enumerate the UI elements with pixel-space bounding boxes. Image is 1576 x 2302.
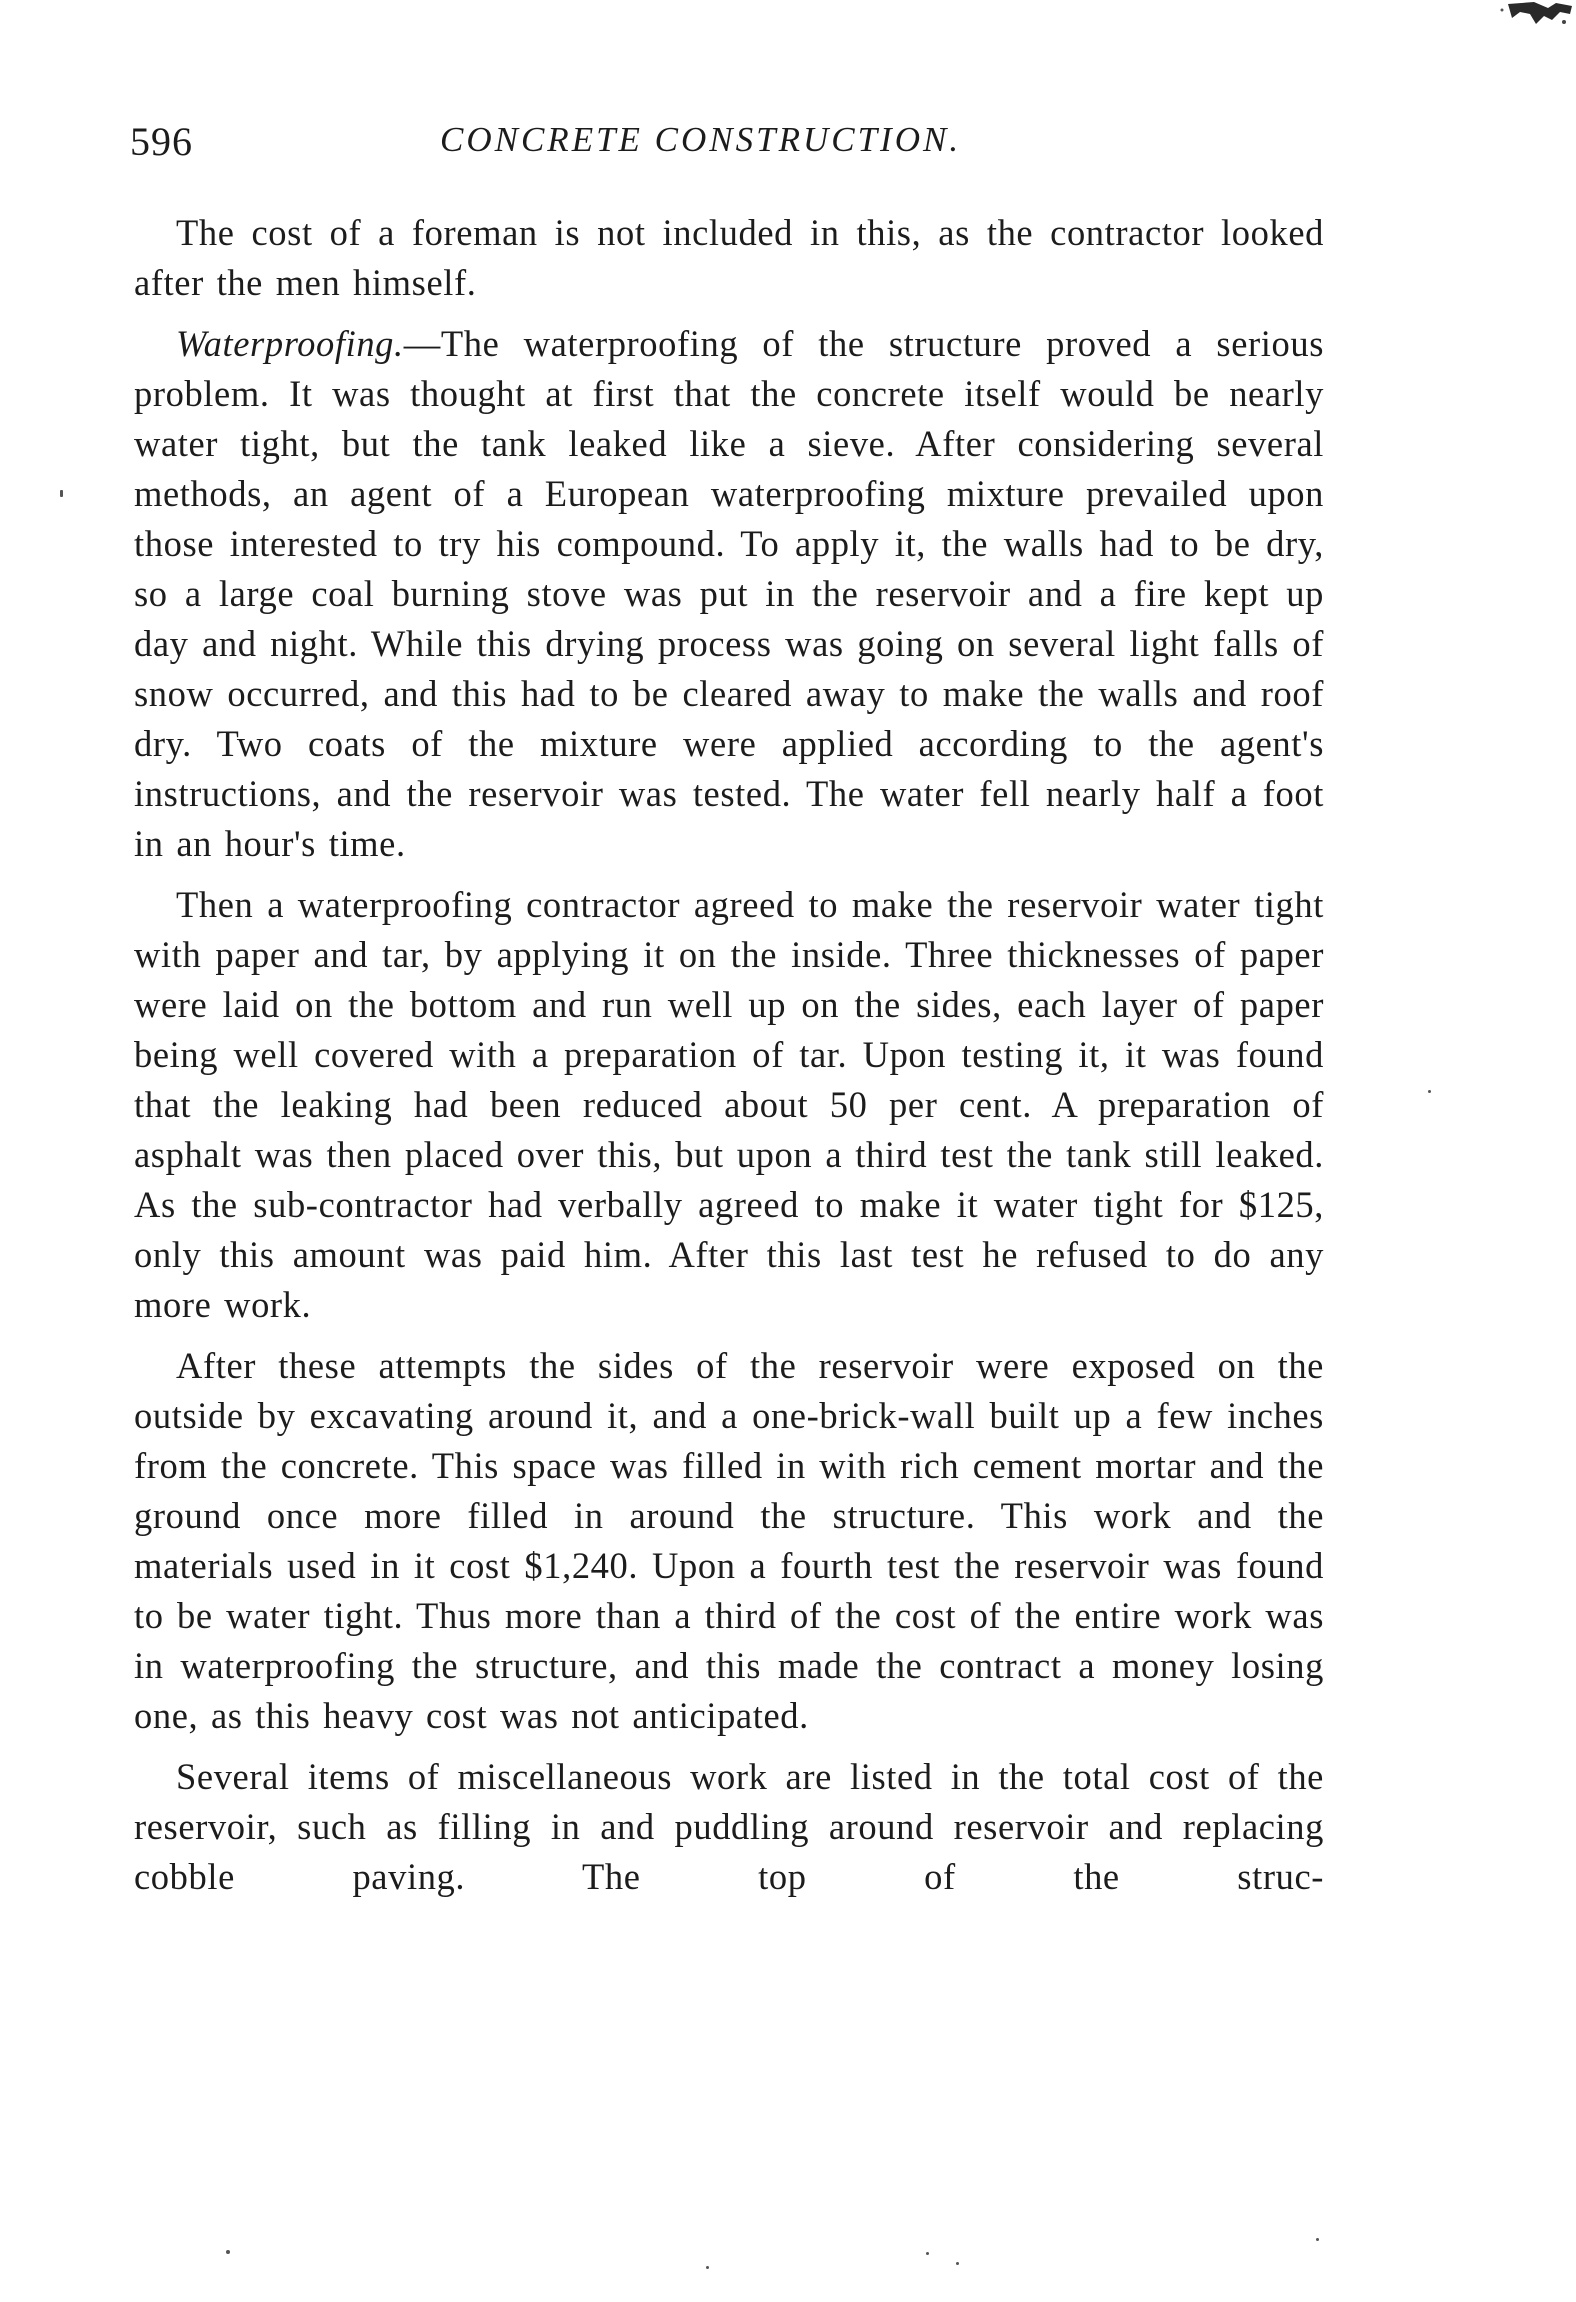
scan-speck (226, 2250, 230, 2254)
paragraph-foreman-cost (134, 208, 1324, 308)
paragraph-text: —The waterproofing of the structure proved a serious problem. It was thought at first that the concrete itself would be nearly water tight, but the tank leaked like a sieve. After considering several methods, an agent of a European waterproofing mixture prevailed upon those interested to try his compound. To apply it, the walls had to be dry, so a large coal burning stove was put in the reservoir and a fire kept up day and night. While this drying process was going on several light falls of snow occurred, and this had to be cleared away to make the walls and roof dry. Two coats of the mixture were applied according to the agent's instructions, and the reservoir was tested. The water fell nearly half a foot in an hour's time. (134, 323, 1324, 864)
paragraph-paper-and-tar (134, 880, 1324, 1330)
scan-smudge-mark (1486, 0, 1576, 36)
paragraph-miscellaneous-work (134, 1752, 1324, 1902)
paragraph-text: After these attempts the sides of the reservoir were exposed on the outside by excavating around it, and a one-brick-wall built up a few inches from the concrete. This space was filled in with rich cement mortar and the ground once more filled in around the structure. This work and the materials used in it cost $1,240. Upon a fourth test the reservoir was found to be water tight. Thus more than a third of the cost of the entire work was in waterproofing the structure, and this made the contract a money losing one, as this heavy cost was not anticipated. (134, 1345, 1324, 1736)
paragraph-waterproofing (134, 319, 1324, 869)
section-lead-waterproofing: Waterproofing. (176, 323, 404, 364)
page-number: 596 (130, 119, 193, 164)
paragraph-text: Then a waterproofing contractor agreed to make the reservoir water tight with paper and tar, by applying it on the inside. Three thicknesses of paper were laid on the bottom and run well up on the sides, each layer of paper being well covered with a preparation of tar. Upon testing it, it was found that the leaking had been reduced about 50 per cent. A preparation of asphalt was then placed over this, but upon a third test the tank still leaked. As the sub-contractor had verbally agreed to make it water tight for $125, only this amount was paid him. After this last test he refused to do any more work. (134, 884, 1324, 1325)
body-text (134, 208, 1324, 1913)
paragraph-text: The cost of a foreman is not included in this, as the contractor looked after the men himself. (134, 212, 1324, 303)
scan-speck (1316, 2238, 1319, 2241)
scan-speck (60, 490, 63, 497)
running-head: CONCRETE CONSTRUCTION. (440, 120, 962, 159)
scan-speck (956, 2262, 959, 2265)
paragraph-brick-wall (134, 1341, 1324, 1741)
scan-speck (1428, 1090, 1431, 1093)
scan-speck (706, 2266, 709, 2269)
scan-speck (926, 2252, 929, 2255)
page-header (130, 118, 1330, 178)
paragraph-text: Several items of miscellaneous work are listed in the total cost of the reservoir, such as filling in and puddling around reservoir and replacing cobble paving. The top of the struc- (134, 1756, 1324, 1897)
